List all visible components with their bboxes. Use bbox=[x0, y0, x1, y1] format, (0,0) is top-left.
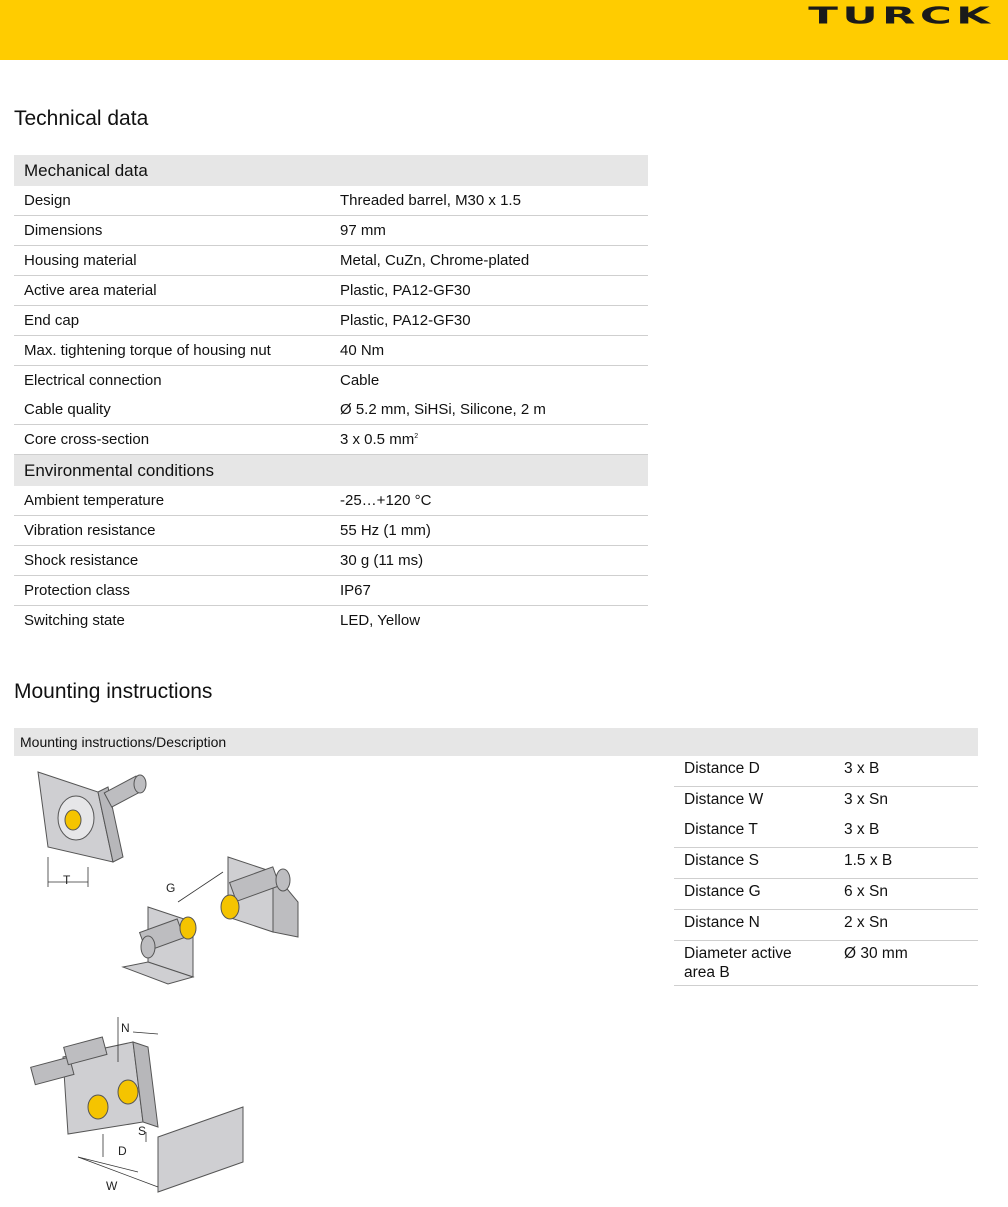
mounting-description-bar: Mounting instructions/Description bbox=[14, 728, 978, 756]
brand-header bbox=[0, 0, 1008, 60]
table-row: Vibration resistance 55 Hz (1 mm) bbox=[14, 516, 648, 546]
table-row: Max. tightening torque of housing nut 40 Nm bbox=[14, 336, 648, 366]
turck-logo: TURCK bbox=[808, 2, 994, 30]
table-row: Housing material Metal, CuZn, Chrome-plated bbox=[14, 246, 648, 276]
sensor-face bbox=[118, 1080, 138, 1104]
table-row: Electrical connection Cable bbox=[24, 372, 380, 389]
technical-data-table bbox=[14, 155, 648, 635]
table-row: Active area material Plastic, PA12-GF30 bbox=[14, 276, 648, 306]
sensor-face bbox=[221, 895, 239, 919]
label-w: W bbox=[106, 1179, 118, 1193]
table-row: Core cross-section 3 x 0.5 $mm^2$ bbox=[14, 425, 648, 455]
table-row: Shock resistance 30 g (11 ms) bbox=[14, 546, 648, 576]
label-g: G bbox=[166, 881, 176, 895]
table-row: Distance D 3 x B bbox=[674, 756, 978, 787]
table-row: Cable quality Ø 5.2 mm, SiHSi, Silicone, 2 m bbox=[14, 395, 648, 425]
table-row: Design Threaded barrel, M30 x 1.5 bbox=[14, 186, 648, 216]
table-row: Ambient temperature -25…+120 °C bbox=[14, 486, 648, 516]
mounting-instructions-title: Mounting instructions bbox=[14, 680, 213, 703]
mounting-drawing bbox=[18, 762, 308, 1202]
label-n: N bbox=[121, 1021, 130, 1035]
table-row: Switching state LED, Yellow bbox=[24, 612, 421, 629]
target-plate bbox=[158, 1107, 243, 1192]
table-row: End cap Plastic, PA12-GF30 bbox=[14, 306, 648, 336]
distance-table bbox=[674, 756, 978, 986]
table-row: Distance G 6 x Sn bbox=[674, 879, 978, 910]
section-header: Mechanical data bbox=[14, 155, 648, 186]
table-row: Diameter active area B Ø 30 mm bbox=[674, 941, 978, 986]
label-d: D bbox=[118, 1144, 127, 1158]
table-row: Distance W 3 x Sn bbox=[684, 791, 888, 808]
table-row: Dimensions 97 mm bbox=[14, 216, 648, 246]
table-row: Distance S 1.5 x B bbox=[674, 848, 978, 879]
sensor-face bbox=[88, 1095, 108, 1119]
section-header: Environmental conditions bbox=[14, 455, 648, 487]
table-row: Protection class IP67 bbox=[14, 576, 648, 606]
label-s: S bbox=[138, 1124, 147, 1138]
technical-data-title: Technical data bbox=[14, 107, 149, 130]
sensor-face bbox=[180, 917, 196, 939]
sensor-face bbox=[65, 810, 81, 830]
table-row: Distance T 3 x B bbox=[674, 817, 978, 848]
table-row: Distance N 2 x Sn bbox=[674, 910, 978, 941]
label-t: T bbox=[63, 873, 71, 887]
